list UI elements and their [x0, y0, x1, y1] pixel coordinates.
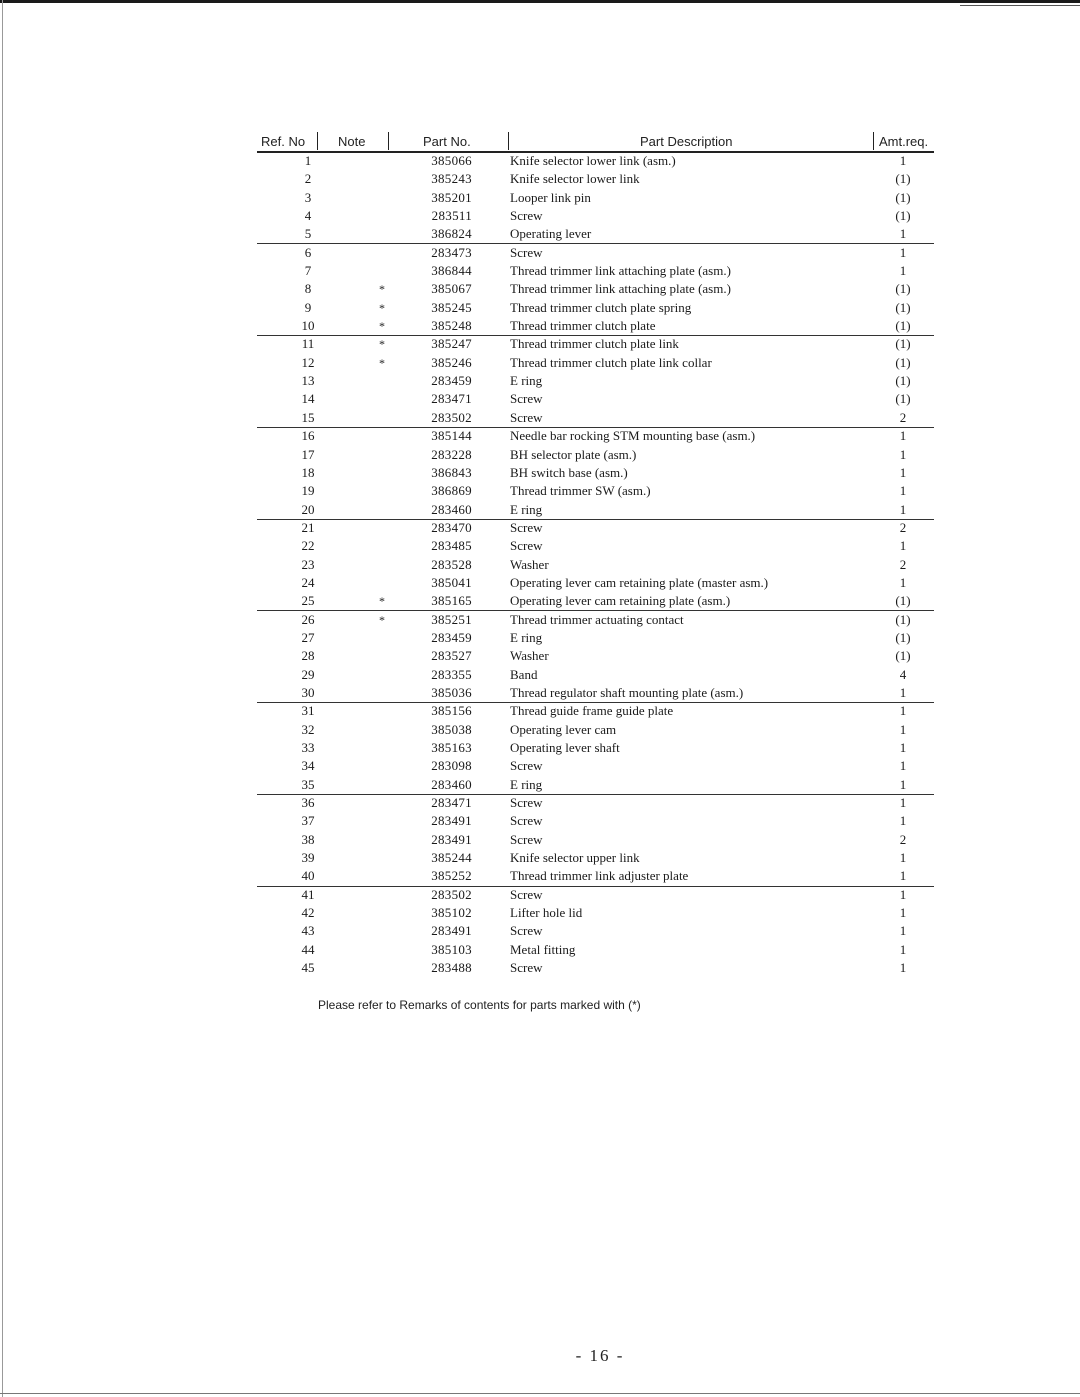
note-cell: *	[379, 337, 385, 352]
table-row	[0, 629, 1080, 647]
ref-no-cell: 40	[301, 868, 315, 884]
description-cell: Thread trimmer clutch plate	[510, 318, 656, 334]
amt-req-cell: 1	[899, 428, 907, 444]
amt-req-cell: (1)	[895, 373, 911, 389]
amt-req-cell: 1	[899, 574, 907, 590]
amt-req-cell: (1)	[895, 299, 911, 315]
amt-req-cell: 1	[899, 740, 907, 755]
part-no-cell: 283491	[431, 813, 472, 829]
description-cell: Screw	[510, 208, 543, 224]
description-cell: Screw	[510, 519, 543, 535]
table-row	[0, 721, 1080, 739]
ref-no-cell: 42	[301, 905, 315, 921]
amt-req-cell: (1)	[895, 391, 911, 407]
part-no-cell: 385102	[431, 905, 472, 921]
part-no-cell: 283471	[431, 391, 472, 407]
amt-req-cell: 1	[899, 446, 907, 462]
description-cell: Screw	[510, 409, 543, 425]
description-cell: Needle bar rocking STM mounting base (asm.)	[510, 428, 756, 444]
amt-req-cell: 1	[899, 960, 907, 976]
part-no-cell: 385036	[431, 684, 472, 700]
description-cell: Band	[510, 666, 538, 682]
amt-req-cell: 1	[899, 153, 907, 168]
description-cell: Knife selector lower link	[510, 171, 640, 187]
table-row	[0, 354, 1080, 372]
top-rule-thin	[960, 5, 1080, 6]
description-cell: Screw	[510, 813, 543, 829]
description-cell: Screw	[510, 831, 543, 847]
table-row	[0, 849, 1080, 867]
description-cell: Knife selector upper link	[510, 850, 640, 866]
table-row	[0, 556, 1080, 574]
amt-req-cell: 1	[899, 483, 907, 499]
table-row	[0, 170, 1080, 188]
header-amt-req: Amt.req.	[879, 134, 929, 149]
description-cell: Thread trimmer SW (asm.)	[510, 483, 651, 499]
part-no-cell: 386824	[431, 226, 472, 242]
description-cell: Thread trimmer clutch plate link collar	[510, 354, 712, 370]
ref-no-cell: 21	[301, 519, 315, 535]
part-no-cell: 386869	[431, 483, 472, 499]
amt-req-cell: (1)	[895, 354, 911, 370]
table-row	[0, 207, 1080, 225]
ref-no-cell: 22	[301, 538, 315, 554]
amt-req-cell: (1)	[895, 281, 911, 297]
amt-req-cell: (1)	[895, 208, 911, 224]
part-no-cell: 385041	[431, 574, 472, 590]
table-row	[0, 317, 1080, 335]
part-no-cell: 283460	[431, 776, 472, 792]
ref-no-cell: 28	[301, 648, 315, 664]
ref-no-cell: 26	[301, 611, 315, 627]
description-cell: Operating lever shaft	[510, 740, 620, 755]
note-cell: *	[379, 319, 385, 334]
ref-no-cell: 5	[304, 226, 312, 242]
ref-no-cell: 4	[304, 208, 312, 224]
table-row	[0, 280, 1080, 298]
amt-req-cell: 1	[899, 813, 907, 829]
header-separator	[388, 132, 389, 150]
ref-no-cell: 17	[301, 446, 315, 462]
description-cell: Screw	[510, 886, 543, 902]
ref-no-cell: 35	[301, 776, 315, 792]
ref-no-cell: 31	[301, 703, 315, 719]
ref-no-cell: 45	[301, 960, 315, 976]
ref-no-cell: 9	[304, 299, 312, 315]
part-no-cell: 283228	[431, 446, 472, 462]
description-cell: BH selector plate (asm.)	[510, 446, 637, 462]
ref-no-cell: 27	[301, 629, 315, 645]
amt-req-cell: (1)	[895, 629, 911, 645]
table-row	[0, 409, 1080, 427]
table-row	[0, 904, 1080, 922]
ref-no-cell: 13	[301, 373, 315, 389]
ref-no-cell: 41	[301, 886, 315, 902]
part-no-cell: 283491	[431, 831, 472, 847]
description-cell: E ring	[510, 501, 543, 517]
amt-req-cell: 2	[899, 519, 907, 535]
part-no-cell: 385251	[431, 611, 472, 627]
amt-req-cell: 1	[899, 868, 907, 884]
ref-no-cell: 10	[301, 318, 315, 334]
amt-req-cell: (1)	[895, 336, 911, 352]
header-separator	[508, 132, 509, 150]
amt-req-cell: 1	[899, 226, 907, 242]
description-cell: Thread regulator shaft mounting plate (asm.)	[510, 684, 744, 700]
part-no-cell: 385144	[431, 428, 472, 444]
page-number: - 16 -	[575, 1346, 625, 1365]
amt-req-cell: 2	[899, 409, 907, 425]
ref-no-cell: 38	[301, 831, 315, 847]
description-cell: Screw	[510, 960, 543, 976]
ref-no-cell: 18	[301, 464, 315, 480]
part-no-cell: 385156	[431, 703, 472, 719]
table-row	[0, 537, 1080, 555]
part-no-cell: 283470	[431, 519, 472, 535]
ref-no-cell: 34	[301, 758, 315, 774]
note-cell: *	[379, 612, 385, 627]
ref-no-cell: 29	[301, 666, 315, 682]
amt-req-cell: 4	[899, 666, 907, 682]
description-cell: Operating lever cam	[510, 721, 617, 737]
amt-req-cell: 1	[899, 850, 907, 866]
table-row	[0, 464, 1080, 482]
part-no-cell: 385201	[431, 189, 472, 205]
description-cell: Looper link pin	[510, 189, 591, 205]
amt-req-cell: 1	[899, 905, 907, 921]
table-row	[0, 959, 1080, 977]
part-no-cell: 283511	[431, 208, 472, 224]
header-separator	[317, 132, 318, 150]
amt-req-cell: 1	[899, 758, 907, 774]
description-cell: Operating lever cam retaining plate (master asm.)	[510, 574, 769, 590]
table-row	[0, 501, 1080, 519]
part-no-cell: 283459	[431, 629, 472, 645]
amt-req-cell: 2	[899, 831, 907, 847]
parts-table	[0, 152, 1080, 977]
part-no-cell: 283355	[431, 666, 472, 682]
header-part-no: Part No.	[423, 134, 471, 149]
ref-no-cell: 36	[301, 795, 315, 811]
description-cell: Operating lever	[510, 226, 592, 242]
table-row	[0, 446, 1080, 464]
amt-req-cell: 1	[899, 244, 907, 260]
part-no-cell: 385244	[431, 850, 472, 866]
part-no-cell: 283460	[431, 501, 472, 517]
amt-req-cell: (1)	[895, 171, 911, 187]
table-header	[0, 132, 1080, 152]
table-row	[0, 776, 1080, 794]
amt-req-cell: (1)	[895, 318, 911, 334]
description-cell: Washer	[510, 648, 549, 664]
description-cell: BH switch base (asm.)	[510, 464, 628, 480]
ref-no-cell: 15	[301, 409, 315, 425]
table-row	[0, 519, 1080, 537]
description-cell: Thread trimmer link attaching plate (asm.)	[510, 263, 731, 279]
part-no-cell: 386843	[431, 464, 472, 480]
description-cell: Knife selector lower link (asm.)	[510, 153, 676, 168]
description-cell: Thread trimmer clutch plate spring	[510, 299, 692, 315]
part-no-cell: 385103	[431, 941, 472, 957]
ref-no-cell: 25	[301, 593, 315, 609]
ref-no-cell: 12	[301, 354, 315, 370]
amt-req-cell: 1	[899, 721, 907, 737]
ref-no-cell: 24	[301, 574, 315, 590]
amt-req-cell: 1	[899, 795, 907, 811]
part-no-cell: 385245	[431, 299, 472, 315]
table-row	[0, 684, 1080, 702]
description-cell: Screw	[510, 923, 543, 939]
part-no-cell: 385247	[431, 336, 472, 352]
table-row	[0, 812, 1080, 830]
part-no-cell: 385038	[431, 721, 472, 737]
ref-no-cell: 11	[301, 336, 315, 352]
ref-no-cell: 8	[304, 281, 312, 297]
amt-req-cell: 1	[899, 941, 907, 957]
footnote: Please refer to Remarks of contents for parts marked with (*)	[318, 998, 641, 1012]
amt-req-cell: 1	[899, 703, 907, 719]
part-no-cell: 283485	[431, 538, 472, 554]
table-row	[0, 262, 1080, 280]
description-cell: Thread trimmer actuating contact	[510, 611, 684, 627]
table-row	[0, 794, 1080, 812]
table-row	[0, 831, 1080, 849]
description-cell: Screw	[510, 244, 543, 260]
note-cell: *	[379, 282, 385, 297]
description-cell: E ring	[510, 629, 543, 645]
part-no-cell: 385066	[431, 153, 472, 168]
table-row	[0, 244, 1080, 262]
part-no-cell: 283502	[431, 886, 472, 902]
part-no-cell: 385163	[431, 740, 472, 755]
part-no-cell: 385248	[431, 318, 472, 334]
description-cell: Thread trimmer link attaching plate (asm.)	[510, 281, 731, 297]
description-cell: Thread trimmer clutch plate link	[510, 336, 679, 352]
amt-req-cell: 1	[899, 538, 907, 554]
table-row	[0, 574, 1080, 592]
ref-no-cell: 32	[301, 721, 315, 737]
part-no-cell: 283528	[431, 556, 472, 572]
note-cell: *	[379, 594, 385, 609]
description-cell: Thread trimmer link adjuster plate	[510, 868, 689, 884]
ref-no-cell: 7	[304, 263, 312, 279]
part-no-cell: 385246	[431, 354, 472, 370]
ref-no-cell: 2	[304, 171, 312, 187]
note-cell: *	[379, 355, 385, 370]
ref-no-cell: 43	[301, 923, 315, 939]
ref-no-cell: 23	[301, 556, 315, 572]
amt-req-cell: 1	[899, 886, 907, 902]
description-cell: Washer	[510, 556, 549, 572]
amt-req-cell: 1	[899, 776, 907, 792]
description-cell: Operating lever cam retaining plate (asm.)	[510, 593, 731, 609]
part-no-cell: 283473	[431, 244, 472, 260]
ref-no-cell: 14	[301, 391, 315, 407]
amt-req-cell: (1)	[895, 593, 911, 609]
amt-req-cell: 1	[899, 263, 907, 279]
part-no-cell: 283488	[431, 960, 472, 976]
amt-req-cell: 1	[899, 684, 907, 700]
amt-req-cell: (1)	[895, 611, 911, 627]
amt-req-cell: 1	[899, 923, 907, 939]
table-row	[0, 941, 1080, 959]
table-row	[0, 189, 1080, 207]
ref-no-cell: 33	[301, 740, 315, 755]
amt-req-cell: 1	[899, 501, 907, 517]
ref-no-cell: 1	[304, 153, 312, 168]
ref-no-cell: 30	[301, 684, 315, 700]
amt-req-cell: 2	[899, 556, 907, 572]
ref-no-cell: 44	[301, 941, 315, 957]
header-description: Part Description	[640, 134, 733, 149]
table-row	[0, 592, 1080, 610]
table-row	[0, 867, 1080, 885]
part-no-cell: 283098	[431, 758, 472, 774]
table-row	[0, 152, 1080, 170]
header-note: Note	[338, 134, 366, 149]
table-row	[0, 427, 1080, 445]
table-row	[0, 702, 1080, 720]
ref-no-cell: 19	[301, 483, 315, 499]
amt-req-cell: (1)	[895, 189, 911, 205]
header-ref-no: Ref. No	[261, 134, 306, 149]
description-cell: Screw	[510, 795, 543, 811]
header-separator	[873, 132, 874, 150]
table-row	[0, 225, 1080, 243]
ref-no-cell: 20	[301, 501, 315, 517]
top-rule	[0, 0, 1080, 3]
ref-no-cell: 39	[301, 850, 315, 866]
table-row	[0, 335, 1080, 353]
table-row	[0, 647, 1080, 665]
table-row	[0, 611, 1080, 629]
description-cell: Lifter hole lid	[510, 905, 583, 921]
part-no-cell: 283527	[431, 648, 472, 664]
part-no-cell: 283459	[431, 373, 472, 389]
part-no-cell: 386844	[431, 263, 472, 279]
bottom-rule	[0, 1393, 1080, 1394]
part-no-cell: 283471	[431, 795, 472, 811]
ref-no-cell: 3	[304, 189, 312, 205]
ref-no-cell: 37	[301, 813, 315, 829]
part-no-cell: 385243	[431, 171, 472, 187]
part-no-cell: 385067	[431, 281, 472, 297]
amt-req-cell: (1)	[895, 648, 911, 664]
part-no-cell: 385252	[431, 868, 472, 884]
ref-no-cell: 16	[301, 428, 315, 444]
table-row	[0, 666, 1080, 684]
part-no-cell: 283502	[431, 409, 472, 425]
description-cell: Screw	[510, 391, 543, 407]
description-cell: E ring	[510, 776, 543, 792]
table-row	[0, 390, 1080, 408]
description-cell: Thread guide frame guide plate	[510, 703, 674, 719]
ref-no-cell: 6	[304, 244, 312, 260]
description-cell: Metal fitting	[510, 941, 576, 957]
description-cell: Screw	[510, 758, 543, 774]
description-cell: Screw	[510, 538, 543, 554]
table-row	[0, 922, 1080, 940]
table-row	[0, 757, 1080, 775]
table-row	[0, 739, 1080, 757]
table-row	[0, 299, 1080, 317]
table-row	[0, 372, 1080, 390]
part-no-cell: 385165	[431, 593, 472, 609]
part-no-cell: 283491	[431, 923, 472, 939]
amt-req-cell: 1	[899, 464, 907, 480]
description-cell: E ring	[510, 373, 543, 389]
table-row	[0, 886, 1080, 904]
table-row	[0, 482, 1080, 500]
note-cell: *	[379, 300, 385, 315]
